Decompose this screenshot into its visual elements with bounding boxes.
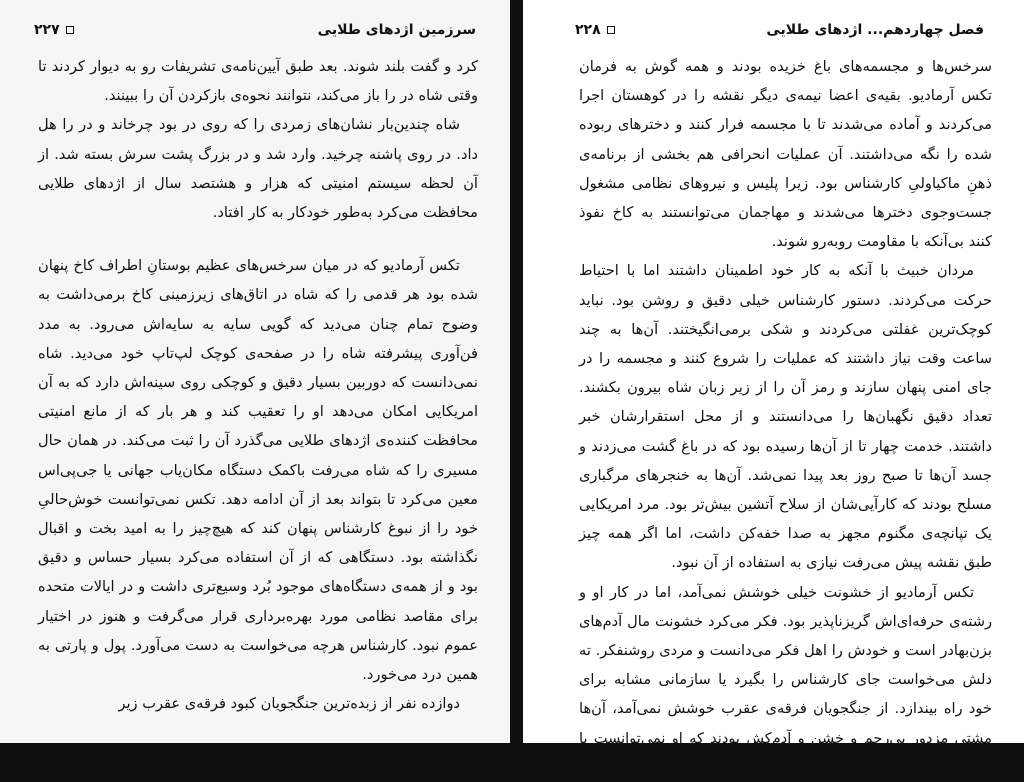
right-page [523, 0, 1024, 776]
right-running-title: فصل چهاردهم... اژدهای طلایی [766, 22, 984, 38]
left-page [0, 0, 510, 743]
section-break [38, 227, 478, 251]
paragraph: دوازده نفر از زبده‌ترین جنگجویان کبود فرقه‌ی عقرب زیر [118, 695, 460, 713]
paragraph: سرخس‌ها و مجسمه‌های باغ خزیده بودند و همه گوش به فرمان تکس آرمادیو. بقیه‌ی اعضا نیمه‌ی دیگر نقشه را در کوهستان اجرا می‌کردند و آماده می‌شدند تا با مجسمه فرار کنند و دخترهای ربوده شده را نگه می‌داشتند. آن عملیات انحرافی هم بخشی از برنامه‌ی ذهنِ ماکیاولیِ کارشناس بود. زیرا پلیس و نیروهای نظامی مشغول جست‌وجوی دخترها می‌شدند و مهاجمان می‌توانستند به کاخ نفوذ کنند بی‌آنکه با مقاومت روبه‌رو شوند. [579, 58, 992, 251]
left-page-number: ۲۲۷ [34, 22, 60, 38]
paragraph: کرد و گفت بلند شوند. بعد طبق آیین‌نامه‌ی تشریفات رو به دیوار کردند تا وقتی شاه در را باز می‌کند، نتوانند نحوه‌ی بازکردن آن را ببینند. [38, 58, 478, 105]
paragraph: مردان خبیث با آنکه به کار خود اطمینان داشتند اما با احتیاط حرکت می‌کردند. دستور کارشناس خیلی دقیق و روشن بود. نباید کوچک‌ترین غفلتی می‌کردند و شکی برمی‌انگیختند. آن‌ها به چند ساعت وقت نیاز داشتند که عملیات را شروع کنند و مجسمه را در جای امنی پنهان سازند و رمز آن را از زیر زبان شاه بیرون بکشند. تعداد دقیق نگهبان‌ها را می‌دانستند و از محل استقرارشان خبر داشتند. خدمت چهار تا از آن‌ها رسیده بود که در باغ گشت می‌زدند و جسد آن‌ها تا صبح روز بعد پیدا نمی‌شد. آن‌ها به خنجرهای مرگباری مسلح بودند که کارآیی‌شان از سلاح آتشین بیش‌تر بود. مرد امریکایی یک تپانچه‌ی مگنوم مجهز به صدا خفه‌کن داشت، اما اگر همه چیز طبق نقشه پیش می‌رفت نیازی به استفاده از آن نبود. [579, 262, 992, 572]
square-ornament-icon [66, 26, 74, 34]
right-page-header [575, 17, 984, 43]
paragraph: شاه چندین‌بار نشان‌های زمردی را که روی در بود چرخاند و در را هل داد. در روی پاشنه چرخید. وارد شد و در بزرگ پشت سرش بسته شد. از آن لحظه سیستم امنیتی که هزار و هشتصد سال از اژدهای طلایی محافظت می‌کرد به‌طور خودکار به کار افتاد. [38, 116, 478, 222]
square-ornament-icon [607, 26, 615, 34]
paragraph: تکس آرمادیو که در میان سرخس‌های عظیم بوستانِ اطراف کاخ پنهان شده بود هر قدمی را که شاه در اتاق‌های زیرزمینی کاخ برمی‌داشت به وضوح تمام چنان می‌دید که گویی سایه به سایه‌اش می‌رود. به مدد فن‌آوری پیشرفته شاه را در صفحه‌ی کوچک لپ‌تاپ خود می‌دید. شاه نمی‌دانست که دوربین بسیار دقیق و کوچکی روی سینه‌اش دارد که به آن امریکایی امکان می‌دهد او را تعقیب کند و هر بار که از مانع امنیتی محافظت کننده‌ی اژدهای طلایی می‌گذرد آن را ثبت می‌کند. در همان حال مسیری را که شاه می‌رفت باکمک دستگاه مکان‌یاب جهانی یا جی‌پی‌اس معین می‌کرد تا بتواند بعد از آن ادامه دهد. تکس نمی‌توانست خوش‌حالیِ خود را از نبوغ کارشناس پنهان کند که هیچ‌چیز را به امید بخت و اقبال نگذاشته بود. دستگاهی که از آن استفاده می‌کرد بسیار حساس و دقیق بود و از همه‌ی دستگاه‌های موجود بُرد وسیع‌تری داشت و در ایالات متحده برای مقاصد نظامی مورد بهره‌برداری قرار می‌گرفت و هنوز در اختیار عموم نبود. کارشناس هرچه می‌خواست به دست می‌آورد. پول و پارتی به همین درد می‌خورد. [38, 257, 478, 684]
right-page-body [579, 52, 992, 782]
left-page-body [38, 52, 478, 718]
left-running-title: سرزمین اژدهای طلایی [317, 22, 476, 38]
paragraph: تکس آرمادیو از خشونت خیلی خوشش نمی‌آمد، اما در کار او و رشته‌ی حرفه‌ای‌اش گریزناپذیر بود. فکر می‌کرد خشونت مال آدم‌های بزن‌بهادر است و خودش را اهل فکر می‌دانست و مردی روشنفکر. ته دلش می‌خواست جای کارشناس را بگیرد یا سازمانی مشابه برای خود راه بیندازد. از جنگجویان فرقه‌ی عقرب خوشش نمی‌آمد، آن‌ها مشتی مزدور بی‌رحم و خشن و آدم‌کش بودند که او نمی‌توانست با آن‌ها ارتباط برقرار کند. اطمینان نداشت درصورتی‌که [579, 583, 992, 776]
left-page-header [34, 17, 476, 43]
right-page-number: ۲۲۸ [575, 22, 601, 38]
left-page-number-box [34, 22, 74, 38]
right-page-number-box [575, 22, 615, 38]
